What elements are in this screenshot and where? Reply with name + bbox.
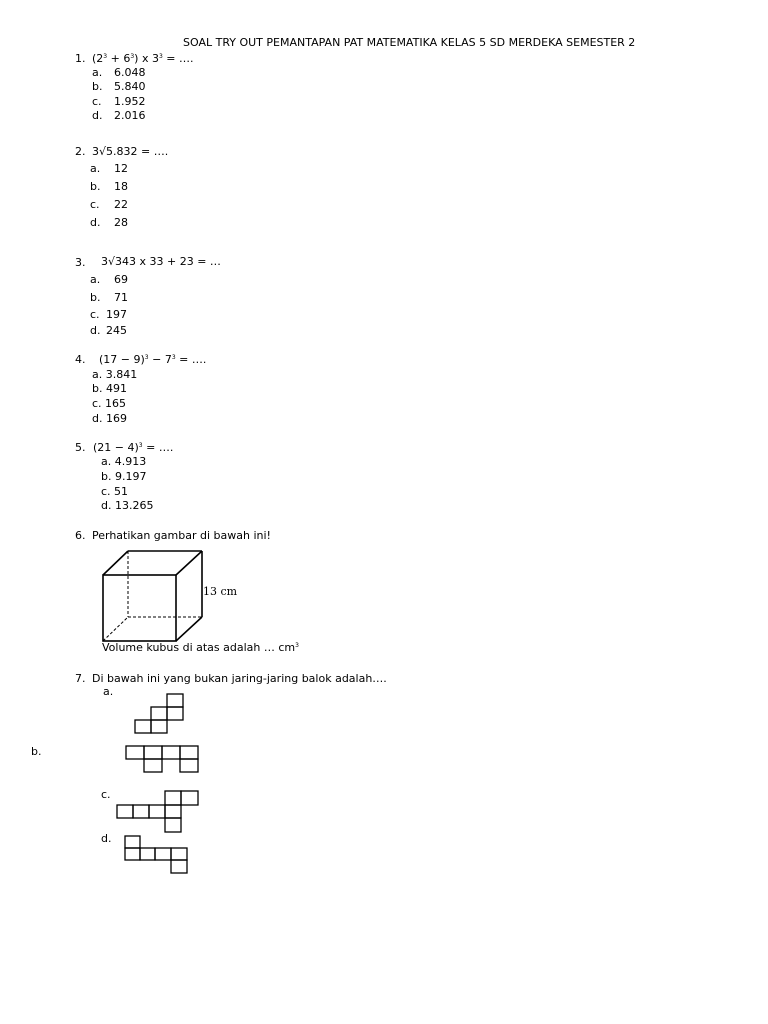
page-title: SOAL TRY OUT PEMANTAPAN PAT MATEMATIKA KELAS 5 SD MERDEKA SEMESTER 2 xyxy=(183,36,636,49)
question-2-option-b-letter: b. xyxy=(90,180,101,193)
question-1-option-a: 6.048 xyxy=(114,66,146,79)
question-3-option-d: 245 xyxy=(106,324,127,337)
question-2-option-d-letter: d. xyxy=(90,216,101,229)
question-4-option-a: a. 3.841 xyxy=(92,368,138,381)
question-1-text: $(2^3 + 6^3)$ x $3^3$ = …. xyxy=(92,52,194,65)
question-3-option-b: 71 xyxy=(114,291,128,304)
question-5-option-c: c. 51 xyxy=(101,485,129,498)
question-1-option-a-letter: a. xyxy=(92,66,103,79)
net-d-label: d. xyxy=(101,832,112,845)
question-5-number: 5. xyxy=(75,441,86,454)
question-2-option-a-letter: a. xyxy=(90,162,101,175)
question-3-option-a: 69 xyxy=(114,273,128,286)
question-1-option-d: 2.016 xyxy=(114,109,146,122)
question-3-option-d-letter: d. xyxy=(90,324,101,337)
question-5-text: $(21 - 4)^3$ = …. xyxy=(93,441,174,454)
question-1-option-b: 5.840 xyxy=(114,80,146,93)
question-1-number: 1. xyxy=(75,52,86,65)
net-c xyxy=(117,791,198,832)
question-3-option-c-letter: c. xyxy=(90,308,100,321)
net-a-label: a. xyxy=(103,685,114,698)
question-7-number: 7. xyxy=(75,672,86,685)
net-c-label: c. xyxy=(101,788,111,801)
question-3-number: 3. xyxy=(75,256,86,269)
question-2-option-a: 12 xyxy=(114,162,128,175)
question-4-number: 4. xyxy=(75,353,86,366)
question-3-text: 3√343 x 33 + 23 = … xyxy=(101,255,221,268)
question-4-option-d: d. 169 xyxy=(92,412,127,425)
question-4-option-b: b. 491 xyxy=(92,382,127,395)
question-2-option-d: 28 xyxy=(114,216,128,229)
question-2-option-c-letter: c. xyxy=(90,198,100,211)
question-2-option-b: 18 xyxy=(114,180,128,193)
net-b xyxy=(126,746,198,772)
question-6-number: 6. xyxy=(75,529,86,542)
question-2-text: 3√5.832 = …. xyxy=(92,145,169,158)
question-1-option-d-letter: d. xyxy=(92,109,103,122)
question-5-option-b: b. 9.197 xyxy=(101,470,147,483)
question-5-option-a: a. 4.913 xyxy=(101,455,147,468)
net-d xyxy=(125,836,187,873)
question-5-option-d: d. 13.265 xyxy=(101,499,154,512)
question-7-text: Di bawah ini yang bukan jaring-jaring balok adalah…. xyxy=(92,672,387,685)
question-4-text: $(17 - 9)^3 - 7^3$ = …. xyxy=(99,353,207,366)
question-3-option-a-letter: a. xyxy=(90,273,101,286)
question-3-option-b-letter: b. xyxy=(90,291,101,304)
net-b-label: b. xyxy=(31,745,42,758)
question-1-option-c-letter: c. xyxy=(92,95,102,108)
question-6-caption: Volume kubus di atas adalah … $cm^3$ xyxy=(102,641,299,654)
question-6-text: Perhatikan gambar di bawah ini! xyxy=(92,529,271,542)
question-4-option-c: c. 165 xyxy=(92,397,127,410)
question-2-option-c: 22 xyxy=(114,198,128,211)
question-2-number: 2. xyxy=(75,145,86,158)
cube-edge-label: 13 cm xyxy=(203,585,238,598)
question-3-option-c: 197 xyxy=(106,308,127,321)
question-1-option-c: 1.952 xyxy=(114,95,146,108)
net-a xyxy=(135,694,183,733)
question-1-option-b-letter: b. xyxy=(92,80,103,93)
